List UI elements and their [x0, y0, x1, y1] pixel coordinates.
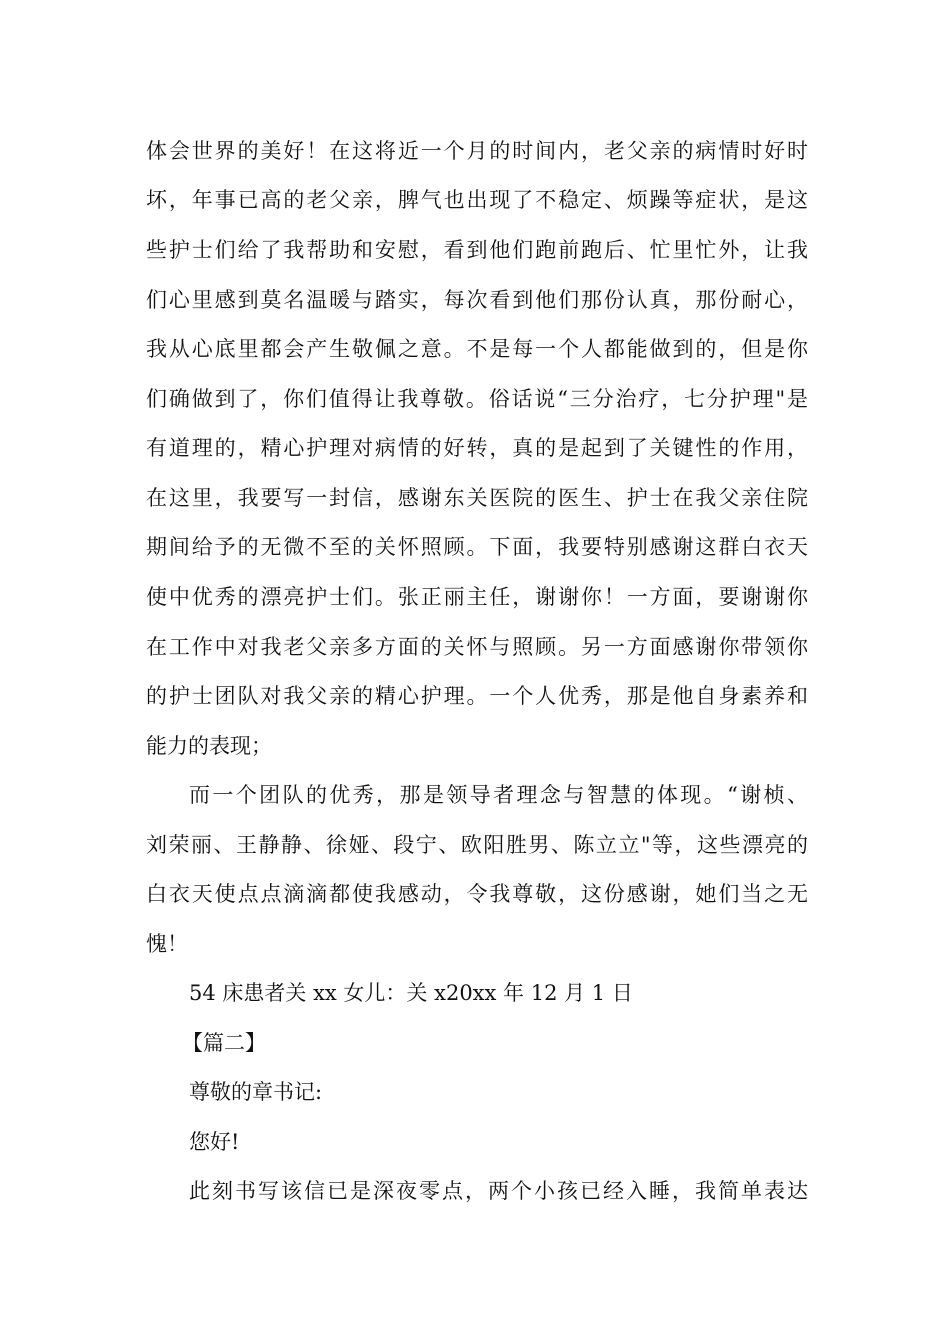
- text-line: 而一个团队的优秀，那是领导者理念与智慧的体现。“谢桢、: [189, 783, 808, 807]
- text-line: 能力的表现；: [146, 734, 272, 758]
- text-line: 在工作中对我老父亲多方面的关怀与照顾。另一方面感谢你带领你: [146, 635, 808, 659]
- paragraph-3-line: 此刻书写该信已是深夜零点，两个小孩已经入睡，我简单表达: [189, 1179, 808, 1203]
- text-line: 坏，年事已高的老父亲，脾气也出现了不稳定、烦躁等症状，是这: [146, 188, 808, 212]
- text-line: 些护士们给了我帮助和安慰，看到他们跑前跑后、忙里忙外，让我: [146, 238, 808, 262]
- text-line: 在这里，我要写一封信，感谢东关医院的医生、护士在我父亲住院: [146, 486, 808, 510]
- text-line: 的护士团队对我父亲的精心护理。一个人优秀，那是他自身素养和: [146, 684, 808, 708]
- text-line: 体会世界的美好！在这将近一个月的时间内，老父亲的病情时好时: [146, 139, 808, 163]
- signature-line: 54 床患者关 xx 女儿：关 x20xx 年 12 月 1 日: [189, 981, 633, 1005]
- greeting: 您好!: [189, 1130, 240, 1154]
- text-line: 我从心底里都会产生敬佩之意。不是每一个人都能做到的，但是你: [146, 337, 808, 361]
- salutation: 尊敬的章书记:: [189, 1080, 323, 1104]
- text-line: 有道理的，精心护理对病情的好转，真的是起到了关键性的作用，: [146, 436, 808, 460]
- text-line: 使中优秀的漂亮护士们。张正丽主任，谢谢你！一方面，要谢谢你: [146, 585, 808, 609]
- text-line: 愧！: [146, 932, 188, 956]
- text-line: 刘荣丽、王静静、徐娅、段宁、欧阳胜男、陈立立"等，这些漂亮的: [146, 833, 808, 857]
- text-line: 们心里感到莫名温暖与踏实，每次看到他们那份认真，那份耐心，: [146, 288, 808, 312]
- text-line: 期间给予的无微不至的关怀照顾。下面，我要特别感谢这群白衣天: [146, 535, 808, 559]
- text-line: 们确做到了，你们值得让我尊敬。俗话说“三分治疗，七分护理"是: [146, 387, 808, 411]
- text-line: 白衣天使点点滴滴都使我感动，令我尊敬，这份感谢，她们当之无: [146, 882, 808, 906]
- section-heading: 【篇二】: [182, 1031, 266, 1055]
